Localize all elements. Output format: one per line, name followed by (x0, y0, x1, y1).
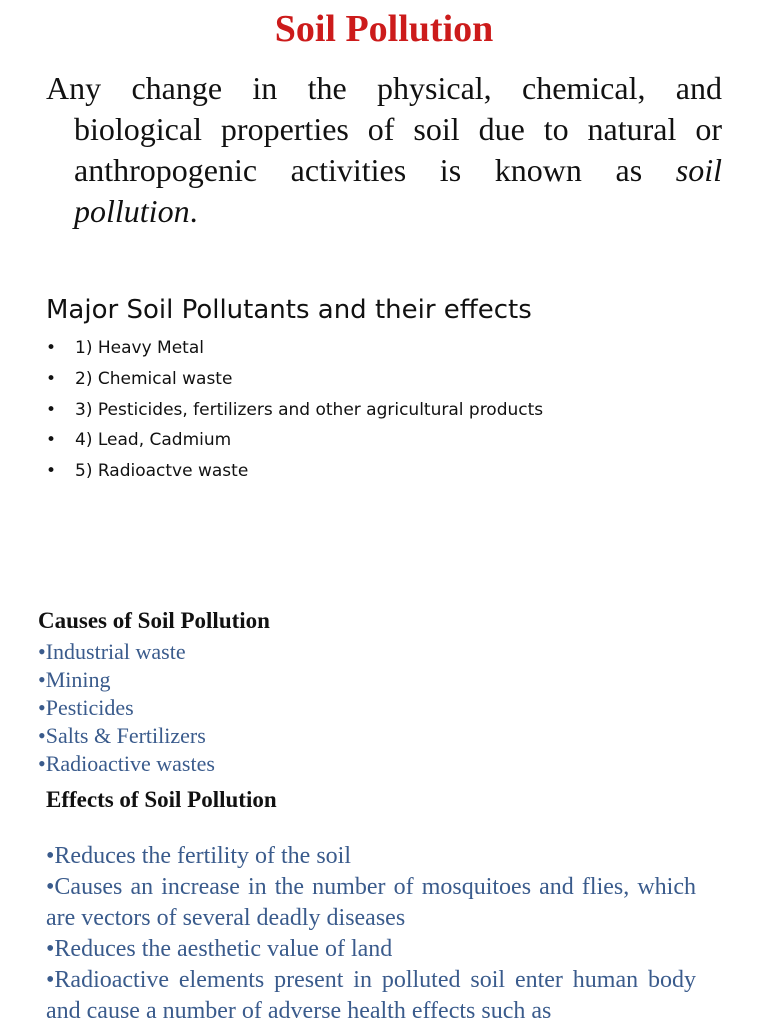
definition-text: Any change in the physical, chemical, and biological properties of soil due to natural or anthropogenic activities is known as (46, 70, 722, 188)
pollutant-item: 5) Radioactve waste (75, 461, 249, 482)
pollutant-item: 2) Chemical waste (75, 368, 233, 389)
effects-list (46, 841, 696, 1024)
pollutant-item: 4) Lead, Cadmium (75, 430, 232, 451)
definition-body (46, 68, 722, 232)
bullet: • (46, 461, 57, 482)
definition-term: soil pollution (74, 152, 723, 229)
list-item (46, 456, 543, 487)
causes-heading: Causes of Soil Pollution (38, 608, 270, 633)
list-item (46, 395, 543, 426)
effect-item: •Reduces the fertility of the soil (46, 843, 351, 869)
causes-list (38, 638, 215, 778)
definition-paragraph (46, 68, 722, 232)
effect-item: •Causes an increase in the number of mosquitoes and flies, which are vectors of several deadly diseases (46, 874, 696, 931)
pollutant-item: 1) Heavy Metal (75, 338, 204, 358)
bullet: • (46, 430, 57, 451)
bullet: • (46, 338, 57, 358)
definition-end: . (189, 193, 198, 229)
page-title: Soil Pollution (274, 8, 494, 50)
cause-item: •Salts & Fertilizers (38, 723, 206, 748)
list-item (46, 333, 543, 364)
effect-item: •Radioactive elements present in polluted soil enter human body and cause a number of adverse health effects such as (46, 967, 696, 1024)
pollutants-list (46, 333, 543, 487)
effect-item: •Reduces the aesthetic value of land (46, 936, 393, 962)
cause-item: •Mining (38, 667, 111, 692)
bullet: • (46, 399, 57, 420)
list-item (46, 364, 543, 395)
list-item (46, 425, 543, 456)
cause-item: •Pesticides (38, 695, 134, 720)
cause-item: •Industrial waste (38, 639, 186, 664)
effects-heading: Effects of Soil Pollution (46, 787, 277, 812)
cause-item: •Radioactive wastes (38, 751, 215, 776)
pollutant-item: 3) Pesticides, fertilizers and other agricultural products (75, 399, 544, 420)
bullet: • (46, 368, 57, 389)
pollutants-heading: Major Soil Pollutants and their effects (46, 295, 532, 325)
